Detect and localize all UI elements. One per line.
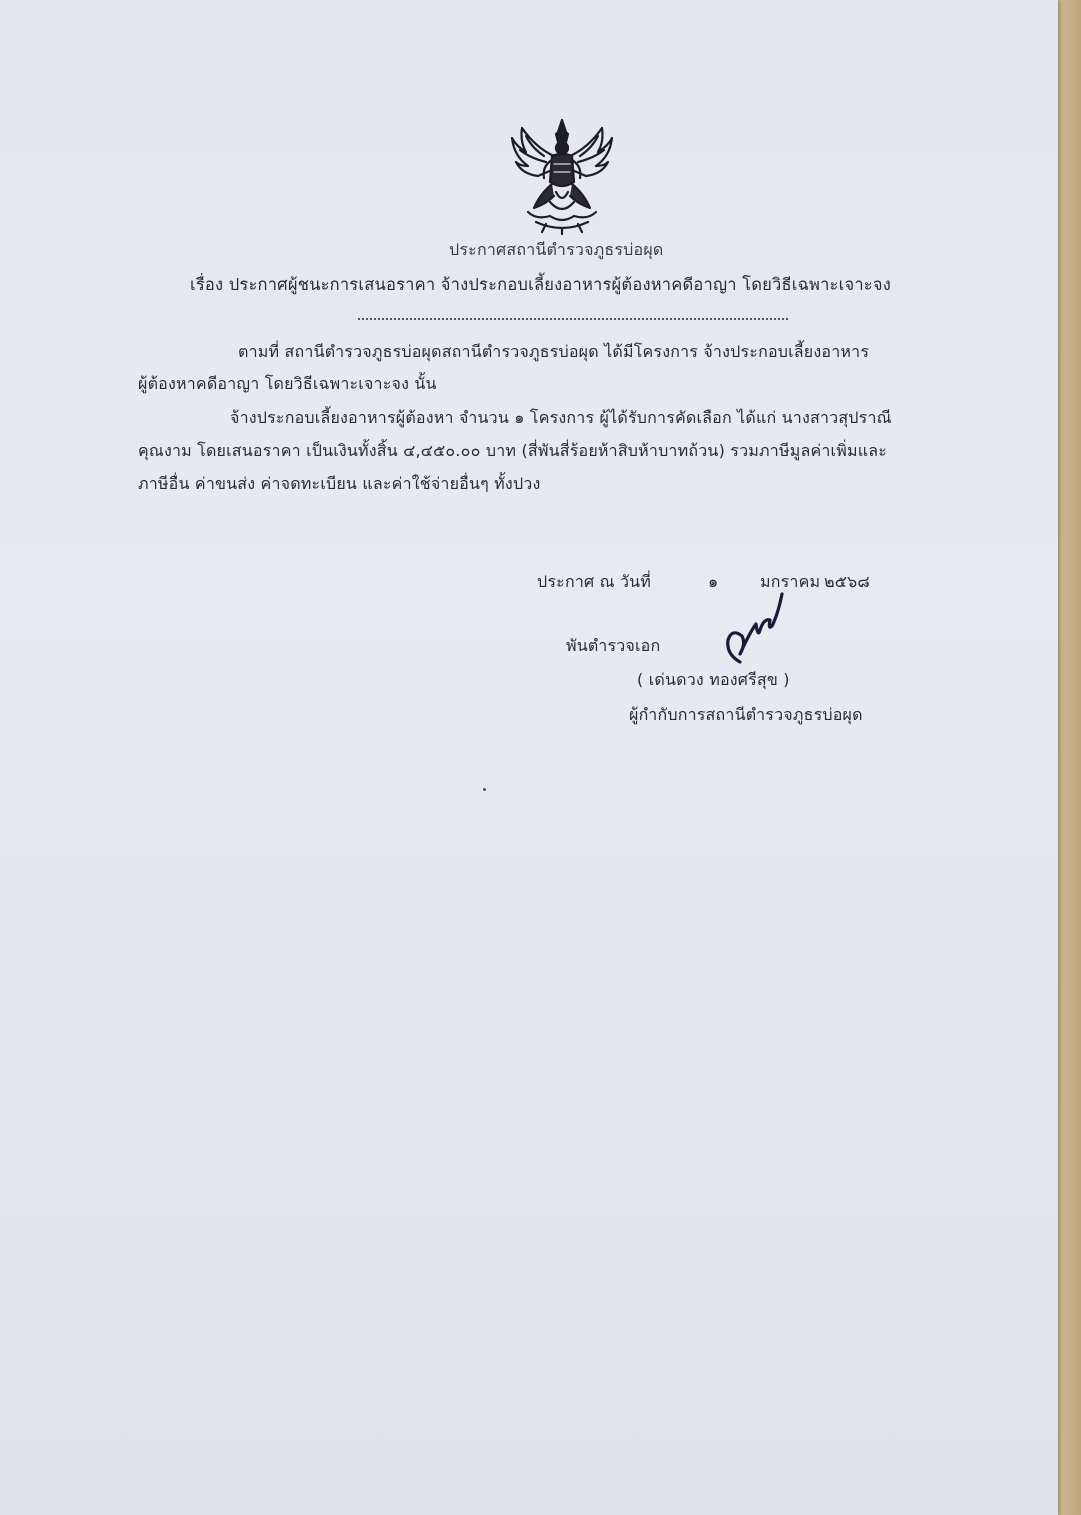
paragraph-1-line-2: ผู้ต้องหาคดีอาญา โดยวิธีเฉพาะเจาะจง นั้น xyxy=(138,374,437,393)
garuda-emblem-icon xyxy=(506,112,618,236)
signer-name: ( เด่นดวง ทองศรีสุข ) xyxy=(637,670,790,689)
announcement-date-day: ๑ xyxy=(708,572,719,591)
announcement-date-month: มกราคม xyxy=(760,572,821,591)
handwritten-signature xyxy=(716,584,792,668)
paragraph-1-line-1: ตามที่ สถานีตำรวจภูธรบ่อผุดสถานีตำรวจภูธรบ่อผุด ได้มีโครงการ จ้างประกอบเลี้ยงอาหาร xyxy=(238,342,870,361)
announcement-date-year: ๒๕๖๘ xyxy=(824,572,870,591)
paper-speck xyxy=(483,788,486,791)
paragraph-2-line-1: จ้างประกอบเลี้ยงอาหารผู้ต้องหา จำนวน ๑ โครงการ ผู้ได้รับการคัดเลือก ได้แก่ นางสาวสุปราณี xyxy=(230,408,892,427)
document-title: ประกาศสถานีตำรวจภูธรบ่อผุด xyxy=(449,240,664,259)
signer-position: ผู้กำกับการสถานีตำรวจภูธรบ่อผุด xyxy=(629,705,863,724)
document-subject: เรื่อง ประกาศผู้ชนะการเสนอราคา จ้างประกอบเลี้ยงอาหารผู้ต้องหาคดีอาญา โดยวิธีเฉพาะเจาะจง xyxy=(190,275,891,294)
paragraph-2-line-2: คุณงาม โดยเสนอราคา เป็นเงินทั้งสิ้น ๔,๔๕๐.๐๐ บาท (สี่พันสี่ร้อยห้าสิบห้าบาทถ้วน) รวมภาษีมูลค่าเพิ่มและ xyxy=(138,441,888,460)
dotted-divider xyxy=(358,318,788,320)
signer-rank: พันตำรวจเอก xyxy=(566,636,661,655)
announcement-date-label: ประกาศ ณ วันที่ xyxy=(537,572,652,591)
paragraph-2-line-3: ภาษีอื่น ค่าขนส่ง ค่าจดทะเบียน และค่าใช้จ่ายอื่นๆ ทั้งปวง xyxy=(138,474,541,493)
